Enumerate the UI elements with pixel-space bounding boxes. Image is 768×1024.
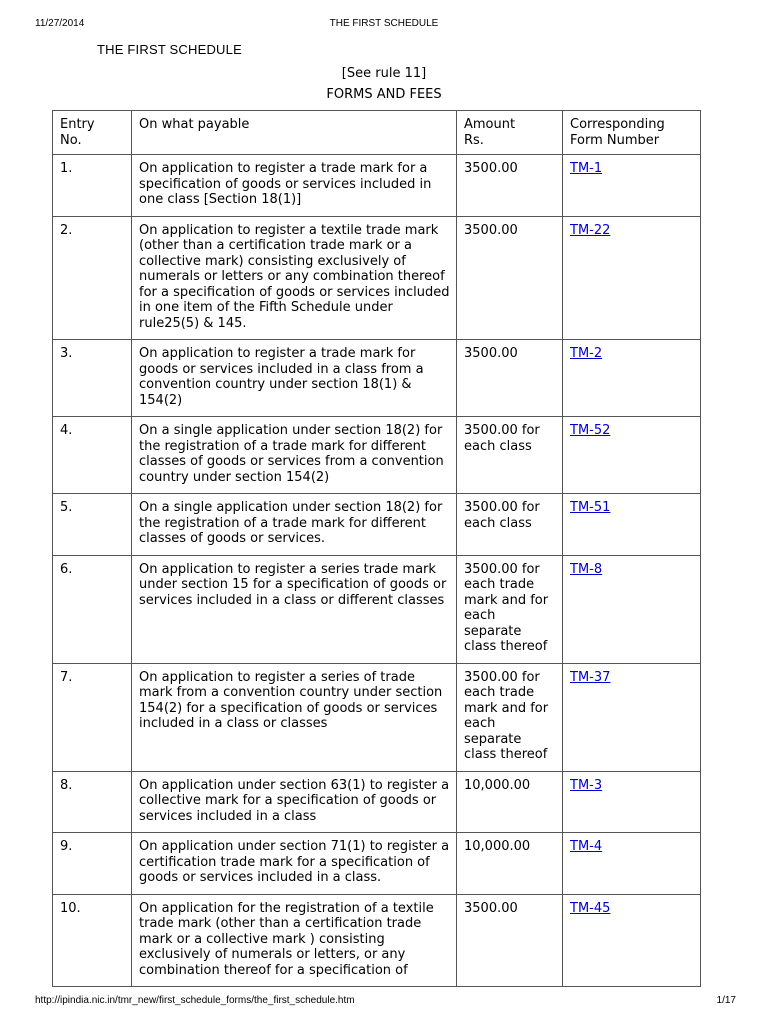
table-row	[53, 894, 701, 987]
entry-number-cell	[53, 417, 132, 494]
amount-text: 3500.00	[464, 222, 518, 238]
header-amount	[457, 111, 563, 155]
payable-description-cell	[132, 340, 457, 417]
payable-description-text: On application to register a textile trade mark (other than a certification trade mark or a collective mark) consisting exclusively of numerals or letters or any combination thereof for a specification of goods or services included in one item of the Fifth Schedule under rule25(5) & 145.	[139, 222, 450, 331]
form-number-cell	[563, 155, 701, 217]
amount-cell	[457, 833, 563, 895]
payable-description-text: On application under section 63(1) to register a collective mark for a specification of goods or services included in a class	[139, 777, 450, 824]
amount-text: 3500.00	[464, 900, 518, 916]
payable-description-cell	[132, 663, 457, 771]
payable-description-text: On application to register a series of trade mark from a convention country under section 154(2) for a specification of goods or services included in a class or classes	[139, 669, 443, 731]
amount-cell	[457, 417, 563, 494]
entry-number-text: 9.	[60, 839, 73, 854]
print-date: 11/27/2014	[35, 18, 85, 29]
amount-cell	[457, 771, 563, 833]
amount-text: 3500.00 for each trade mark and for each separate class thereof	[464, 669, 549, 762]
table-row	[53, 494, 701, 556]
form-number-cell	[563, 771, 701, 833]
payable-description-cell	[132, 216, 457, 340]
table-row	[53, 833, 701, 895]
entry-number-cell	[53, 663, 132, 771]
payable-description-text: On a single application under section 18(2) for the registration of a trade mark for different classes of goods or services.	[139, 500, 443, 546]
form-number-cell	[563, 417, 701, 494]
payable-description-text: On application for the registration of a textile trade mark (other than a certification trade mark or a collective mark ) consisting exclusively of numerals or letters, or any combination thereof for a specification of	[139, 900, 434, 978]
form-link[interactable]: TM-8	[570, 561, 603, 577]
amount-text: 3500.00	[464, 346, 518, 361]
entry-number-cell	[53, 494, 132, 556]
payable-description-text: On application to register a series trade mark under section 15 for a specification of goods or services included in a class or different classes	[139, 561, 447, 608]
entry-number-text: 6.	[60, 561, 73, 577]
payable-description-cell	[132, 771, 457, 833]
entry-number-text: 8.	[60, 777, 73, 793]
entry-number-text: 1.	[60, 161, 73, 176]
entry-number-cell	[53, 555, 132, 663]
form-number-cell	[563, 663, 701, 771]
header-on-what-payable-label: On what payable	[139, 117, 250, 132]
document-title: THE FIRST SCHEDULE	[97, 42, 242, 57]
table-row	[53, 771, 701, 833]
page-number: 1/17	[716, 995, 736, 1006]
amount-text: 10,000.00	[464, 839, 531, 854]
header-entry-no	[53, 111, 132, 155]
payable-description-cell	[132, 417, 457, 494]
entry-number-cell	[53, 216, 132, 340]
payable-description-cell	[132, 833, 457, 895]
entry-number-cell	[53, 833, 132, 895]
amount-text: 3500.00 for each trade mark and for each separate class thereof	[464, 561, 549, 654]
table-row	[53, 216, 701, 340]
table-header-row	[53, 111, 701, 155]
payable-description-text: On a single application under section 18(2) for the registration of a trade mark for different classes of goods or services from a convention country under section 154(2)	[139, 423, 444, 485]
entry-number-cell	[53, 155, 132, 217]
form-link[interactable]: TM-2	[570, 346, 603, 361]
form-number-cell	[563, 216, 701, 340]
form-link[interactable]: TM-37	[570, 669, 611, 685]
table-row	[53, 555, 701, 663]
entry-number-text: 4.	[60, 423, 73, 438]
table-row	[53, 340, 701, 417]
print-footer	[0, 993, 768, 1011]
header-form-number-label: Corresponding Form Number	[570, 117, 665, 148]
form-link[interactable]: TM-22	[570, 222, 611, 238]
payable-description-cell	[132, 155, 457, 217]
form-link[interactable]: TM-3	[570, 777, 603, 793]
entry-number-cell	[53, 894, 132, 987]
payable-description-text: On application to register a trade mark for a specification of goods or services included in one class [Section 18(1)]	[139, 161, 432, 207]
form-link[interactable]: TM-4	[570, 839, 603, 854]
payable-description-cell	[132, 894, 457, 987]
amount-cell	[457, 340, 563, 417]
amount-text: 10,000.00	[464, 777, 531, 793]
form-link[interactable]: TM-52	[570, 423, 611, 438]
entry-number-text: 2.	[60, 222, 73, 238]
table-row	[53, 663, 701, 771]
header-amount-label: Amount Rs.	[464, 117, 516, 148]
amount-cell	[457, 494, 563, 556]
table-row	[53, 417, 701, 494]
entry-number-text: 3.	[60, 346, 73, 361]
amount-text: 3500.00 for each class	[464, 423, 540, 454]
print-url: http://ipindia.nic.in/tmr_new/first_schedule_forms/the_first_schedule.htm	[35, 995, 355, 1006]
form-number-cell	[563, 494, 701, 556]
document-subtitle: FORMS AND FEES	[326, 87, 442, 102]
form-number-cell	[563, 555, 701, 663]
form-link[interactable]: TM-51	[570, 500, 611, 515]
payable-description-text: On application under section 71(1) to register a certification trade mark for a specification of goods or services included in a class.	[139, 839, 450, 885]
form-number-cell	[563, 340, 701, 417]
amount-cell	[457, 894, 563, 987]
amount-text: 3500.00 for each class	[464, 500, 540, 531]
header-entry-no-label: Entry No.	[60, 117, 95, 148]
payable-description-text: On application to register a trade mark for goods or services included in a class from a convention country under section 18(1) & 154(2)	[139, 346, 424, 408]
print-header	[0, 14, 768, 32]
print-title: THE FIRST SCHEDULE	[329, 18, 439, 29]
entry-number-text: 10.	[60, 900, 81, 916]
amount-cell	[457, 216, 563, 340]
form-number-cell	[563, 833, 701, 895]
entry-number-cell	[53, 771, 132, 833]
fees-table	[52, 110, 701, 987]
form-link[interactable]: TM-1	[570, 161, 603, 176]
entry-number-text: 5.	[60, 500, 73, 515]
header-form-number	[563, 111, 701, 155]
form-number-cell	[563, 894, 701, 987]
amount-text: 3500.00	[464, 161, 518, 176]
amount-cell	[457, 155, 563, 217]
see-rule-note: [See rule 11]	[341, 66, 427, 81]
payable-description-cell	[132, 555, 457, 663]
payable-description-cell	[132, 494, 457, 556]
header-on-what-payable	[132, 111, 457, 155]
entry-number-cell	[53, 340, 132, 417]
form-link[interactable]: TM-45	[570, 900, 611, 916]
amount-cell	[457, 663, 563, 771]
table-row	[53, 155, 701, 217]
entry-number-text: 7.	[60, 669, 73, 685]
amount-cell	[457, 555, 563, 663]
